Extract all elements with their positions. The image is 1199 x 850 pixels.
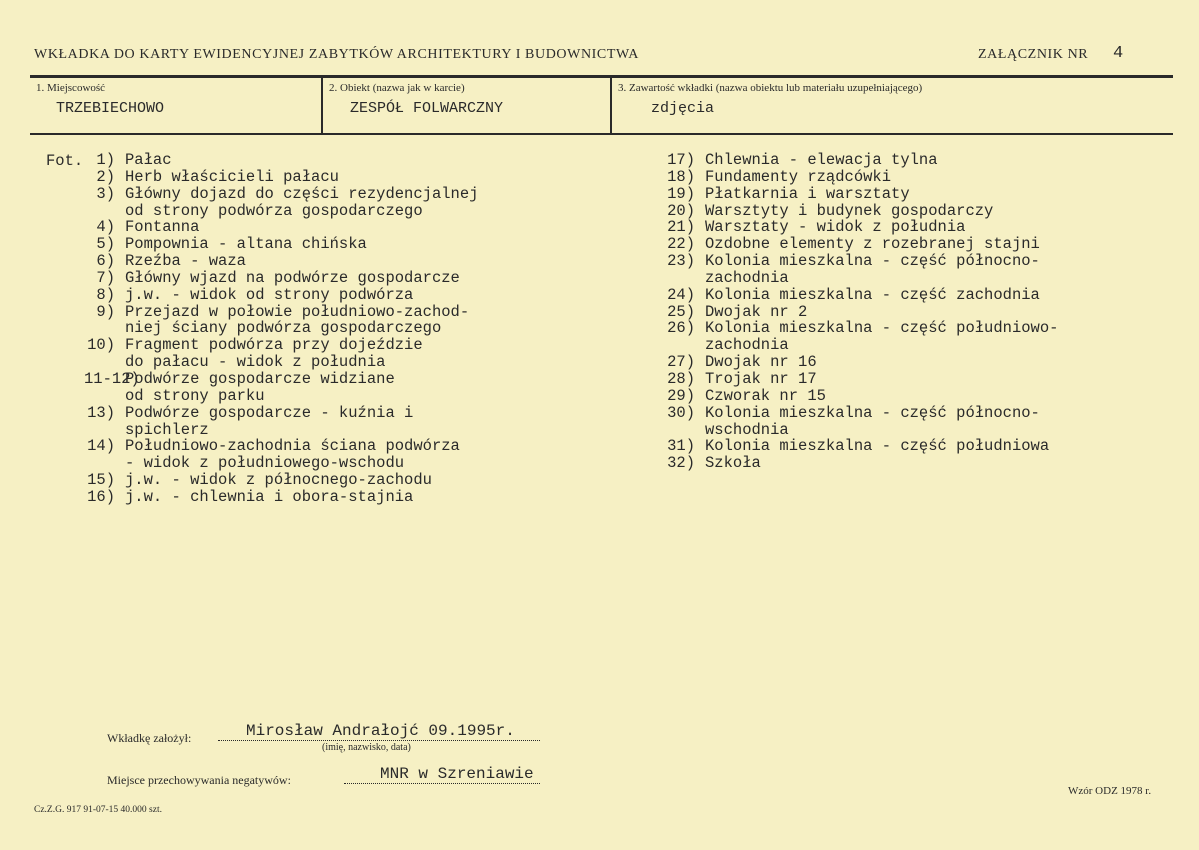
photo-list-item <box>84 320 478 337</box>
photo-number <box>84 354 125 371</box>
photo-list-item <box>84 236 478 253</box>
photo-caption: spichlerz <box>125 420 209 439</box>
photo-number: 29) <box>667 386 695 405</box>
photo-number: 26) <box>667 319 695 338</box>
photo-number: 14) <box>87 437 115 456</box>
photo-list-item <box>663 320 1058 337</box>
photo-number: 21) <box>667 218 695 237</box>
photo-number: 1) <box>96 151 115 169</box>
photo-list-item <box>663 152 1058 169</box>
photo-list-item <box>84 472 478 489</box>
photo-number: 5) <box>96 235 115 254</box>
photo-number: 24) <box>667 285 695 304</box>
photo-number: 3) <box>96 184 115 203</box>
photo-caption: Ozdobne elementy z rozebranej stajni <box>705 235 1040 254</box>
photo-list-item <box>84 169 478 186</box>
photo-caption: Warsztyty i budynek gospodarczy <box>705 201 994 220</box>
photo-caption: j.w. - chlewnia i obora-stajnia <box>125 487 414 506</box>
negatives-dotted-line <box>344 783 540 784</box>
template-note: Wzór ODZ 1978 r. <box>1068 785 1152 797</box>
photo-list-item <box>663 236 1058 253</box>
photo-number: 13) <box>87 403 115 422</box>
photo-number <box>84 203 125 220</box>
photo-number <box>84 455 125 472</box>
photo-number: 27) <box>667 353 695 372</box>
photo-caption: Kolonia mieszkalna - część północno- <box>705 403 1040 422</box>
photo-number: 22) <box>667 235 695 254</box>
photo-caption: Podwórze gospodarcze widziane <box>125 369 395 388</box>
photo-list-item <box>84 219 478 236</box>
photo-list-item <box>84 337 478 354</box>
field-divider <box>610 78 612 134</box>
photo-caption: wschodnia <box>705 420 789 439</box>
photo-caption: Kolonia mieszkalna - część zachodnia <box>705 285 1040 304</box>
photo-list-item <box>84 354 478 371</box>
photo-number: 18) <box>667 167 695 186</box>
form-title: WKŁADKA DO KARTY EWIDENCYJNEJ ZABYTKÓW ARCHITEKTURY I BUDOWNICTWA <box>34 47 639 62</box>
photo-caption: niej ściany podwórza gospodarczego <box>125 319 442 338</box>
photo-number: 16) <box>87 487 115 506</box>
photo-caption: Podwórze gospodarcze - kuźnia i <box>125 403 414 422</box>
photo-list-prefix: Fot. <box>46 152 84 170</box>
field-divider <box>321 78 323 134</box>
photo-caption: Fontanna <box>125 218 200 237</box>
location-label: 1. Miejscowość <box>36 82 106 94</box>
photo-caption: Dwojak nr 2 <box>705 302 808 321</box>
photo-caption: zachodnia <box>705 336 789 355</box>
object-label: 2. Obiekt (nazwa jak w karcie) <box>329 82 465 94</box>
location-value: TRZEBIECHOWO <box>56 100 165 117</box>
photo-caption: j.w. - widok od strony podwórza <box>125 285 414 304</box>
photo-list-item <box>663 186 1058 203</box>
photo-number: 6) <box>96 252 115 271</box>
print-note: Cz.Z.G. 917 91-07-15 40.000 szt. <box>34 805 162 815</box>
photo-list-item <box>663 287 1058 304</box>
photo-caption: Główny wjazd na podwórze gospodarcze <box>125 268 460 287</box>
photo-caption: Herb właścicieli pałacu <box>125 167 339 186</box>
photo-list-item <box>663 337 1058 354</box>
photo-list-item <box>663 354 1058 371</box>
photo-list-item <box>663 388 1058 405</box>
photo-caption: Pałac <box>125 151 172 169</box>
photo-caption: j.w. - widok z północnego-zachodu <box>125 471 432 490</box>
photo-list-item <box>84 203 478 220</box>
photo-list-item <box>663 405 1058 422</box>
photo-caption: Fragment podwórza przy dojeździe <box>125 336 423 355</box>
photo-number: 11-12) <box>84 369 140 388</box>
photo-number: 7) <box>96 268 115 287</box>
photo-list-item <box>663 422 1058 439</box>
photo-caption: - widok z południowego-wschodu <box>125 454 405 473</box>
photo-caption: Szkoła <box>705 454 761 473</box>
photo-caption: Kolonia mieszkalna - część południowa <box>705 437 1050 456</box>
photo-number: 17) <box>667 151 695 169</box>
photo-caption: Fundamenty rządcówki <box>705 167 892 186</box>
photo-list-item <box>84 388 478 405</box>
photo-list-item <box>84 405 478 422</box>
photo-list-left <box>84 152 478 506</box>
header-rule <box>30 75 1173 78</box>
negatives-value: MNR w Szreniawie <box>380 765 534 783</box>
photo-caption: Trojak nr 17 <box>705 369 817 388</box>
photo-list-item <box>84 422 478 439</box>
photo-caption: od strony parku <box>125 386 265 405</box>
annex-number: 4 <box>1113 44 1124 63</box>
photo-number <box>663 337 705 354</box>
photo-number <box>84 422 125 439</box>
photo-list-item <box>84 270 478 287</box>
author-dotted-line <box>218 740 540 741</box>
photo-list-item <box>663 304 1058 321</box>
photo-list-item <box>84 253 478 270</box>
photo-list-item <box>663 169 1058 186</box>
photo-number: 8) <box>96 285 115 304</box>
author-value: Mirosław Andrałojć 09.1995r. <box>246 722 515 740</box>
photo-caption: Główny dojazd do części rezydencjalnej <box>125 184 479 203</box>
photo-list-item <box>84 371 478 388</box>
photo-list-item <box>84 304 478 321</box>
photo-caption: Czworak nr 15 <box>705 386 826 405</box>
photo-caption: Rzeźba - waza <box>125 252 246 271</box>
photo-number: 2) <box>96 167 115 186</box>
content-value: zdjęcia <box>651 100 715 117</box>
object-value: ZESPÓŁ FOLWARCZNY <box>350 100 504 117</box>
photo-list-item <box>663 270 1058 287</box>
photo-number <box>663 270 705 287</box>
photo-number: 10) <box>87 336 115 355</box>
photo-list-item <box>663 371 1058 388</box>
photo-list-item <box>663 253 1058 270</box>
photo-number: 25) <box>667 302 695 321</box>
photo-list-item <box>663 219 1058 236</box>
photo-list-item <box>84 152 478 169</box>
photo-caption: Pompownia - altana chińska <box>125 235 367 254</box>
author-label: Wkładkę założył: <box>107 731 192 745</box>
photo-list-item <box>663 438 1058 455</box>
photo-caption: od strony podwórza gospodarczego <box>125 201 423 220</box>
photo-number: 31) <box>667 437 695 456</box>
photo-caption: Kolonia mieszkalna - część południowo- <box>705 319 1059 338</box>
photo-number: 32) <box>667 454 695 473</box>
photo-number: 15) <box>87 471 115 490</box>
photo-number: 19) <box>667 184 695 203</box>
photo-number: 9) <box>96 302 115 321</box>
photo-caption: Chlewnia - elewacja tylna <box>705 151 938 169</box>
photo-list-item <box>663 203 1058 220</box>
photo-number: 20) <box>667 201 695 220</box>
photo-list-item <box>84 455 478 472</box>
photo-number <box>84 320 125 337</box>
photo-caption: Kolonia mieszkalna - część północno- <box>705 252 1040 271</box>
photo-caption: Południowo-zachodnia ściana podwórza <box>125 437 460 456</box>
photo-caption: do pałacu - widok z południa <box>125 353 386 372</box>
photo-list-item <box>84 186 478 203</box>
photo-number <box>84 388 125 405</box>
photo-caption: zachodnia <box>705 268 789 287</box>
photo-number: 4) <box>96 218 115 237</box>
photo-caption: Przejazd w połowie południowo-zachod- <box>125 302 470 321</box>
photo-list-item <box>84 489 478 506</box>
photo-number <box>663 422 705 439</box>
photo-caption: Płatkarnia i warsztaty <box>705 184 910 203</box>
photo-number: 28) <box>667 369 695 388</box>
annex-label: ZAŁĄCZNIK NR <box>978 47 1089 62</box>
author-hint: (imię, nazwisko, data) <box>322 742 411 753</box>
photo-list-item <box>84 438 478 455</box>
photo-list-right <box>663 152 1058 472</box>
photo-list-item <box>84 287 478 304</box>
photo-number: 30) <box>667 403 695 422</box>
photo-number: 23) <box>667 252 695 271</box>
content-label: 3. Zawartość wkładki (nazwa obiektu lub materiału uzupełniającego) <box>618 82 923 94</box>
photo-caption: Warsztaty - widok z południa <box>705 218 966 237</box>
photo-caption: Dwojak nr 16 <box>705 353 817 372</box>
fields-rule <box>30 133 1173 135</box>
negatives-label: Miejsce przechowywania negatywów: <box>107 773 291 787</box>
photo-list-item <box>663 455 1058 472</box>
